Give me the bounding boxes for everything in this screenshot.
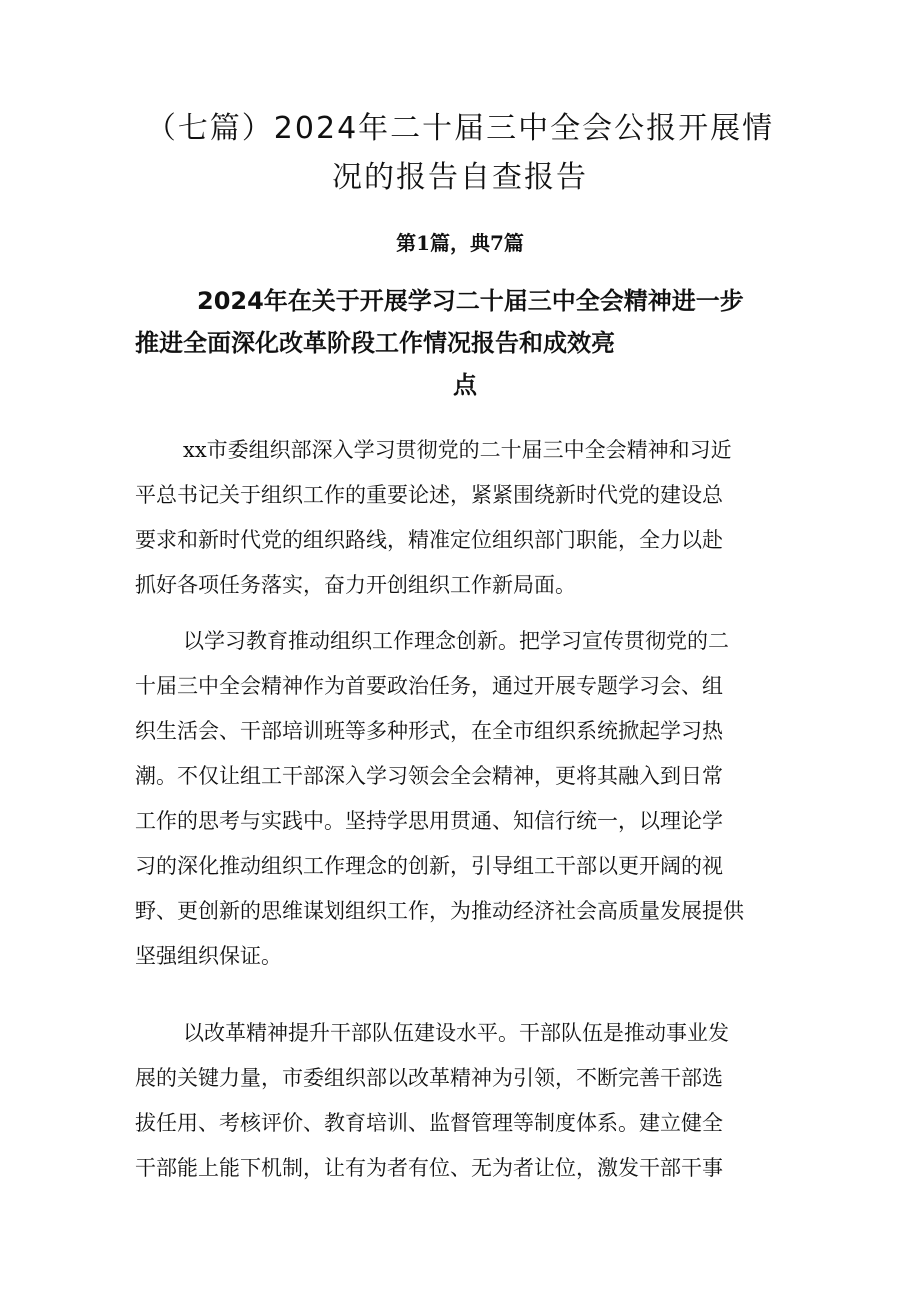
document-title-line: （七篇）2024年二十届三中全会公报开展情 <box>145 111 775 146</box>
paragraph-line: 野、更创新的思维谋划组织工作，为推动经济社会高质量发展提供 <box>135 899 744 923</box>
paragraph-reform <box>135 1011 790 1191</box>
paragraph-intro <box>135 428 790 608</box>
section-title-line: 点 <box>453 371 477 399</box>
document-title-line: 况的报告自查报告 <box>332 160 588 195</box>
paragraph-line: xx市委组织部深入学习贯彻党的二十届三中全会精神和习近 <box>183 438 732 462</box>
paragraph-line: 潮。不仅让组工干部深入学习领会全会精神，更将其融入到日常 <box>135 764 723 788</box>
document-subtitle: 第1篇，典7篇 <box>396 231 524 255</box>
paragraph-line: 坚强组织保证。 <box>135 944 282 968</box>
paragraph-line: 要求和新时代党的组织路线，精准定位组织部门职能，全力以赴 <box>135 528 723 552</box>
section-title <box>135 280 795 406</box>
paragraph-line: 习的深化推动组织工作理念的创新，引导组工干部以更开阔的视 <box>135 854 723 878</box>
paragraph-line: 以改革精神提升干部队伍建设水平。干部队伍是推动事业发 <box>183 1021 729 1045</box>
section-title-line: 推进全面深化改革阶段工作情况报告和成效亮 <box>135 329 615 357</box>
paragraph-line: 平总书记关于组织工作的重要论述，紧紧围绕新时代党的建设总 <box>135 483 723 507</box>
paragraph-line: 展的关键力量，市委组织部以改革精神为引领，不断完善干部选 <box>135 1066 723 1090</box>
paragraph-line: 十届三中全会精神作为首要政治任务，通过开展专题学习会、组 <box>135 674 723 698</box>
paragraph-learning <box>135 619 790 979</box>
paragraph-line: 抓好各项任务落实，奋力开创组织工作新局面。 <box>135 573 576 597</box>
paragraph-line: 以学习教育推动组织工作理念创新。把学习宣传贯彻党的二 <box>183 629 729 653</box>
document-title <box>120 104 800 202</box>
section-title-line: 2024年在关于开展学习二十届三中全会精神进一步 <box>197 287 744 315</box>
paragraph-line: 干部能上能下机制，让有为者有位、无为者让位，激发干部干事 <box>135 1156 723 1180</box>
paragraph-line: 工作的思考与实践中。坚持学思用贯通、知信行统一，以理论学 <box>135 809 723 833</box>
paragraph-line: 织生活会、干部培训班等多种形式，在全市组织系统掀起学习热 <box>135 719 723 743</box>
paragraph-line: 拔任用、考核评价、教育培训、监督管理等制度体系。建立健全 <box>135 1111 723 1135</box>
